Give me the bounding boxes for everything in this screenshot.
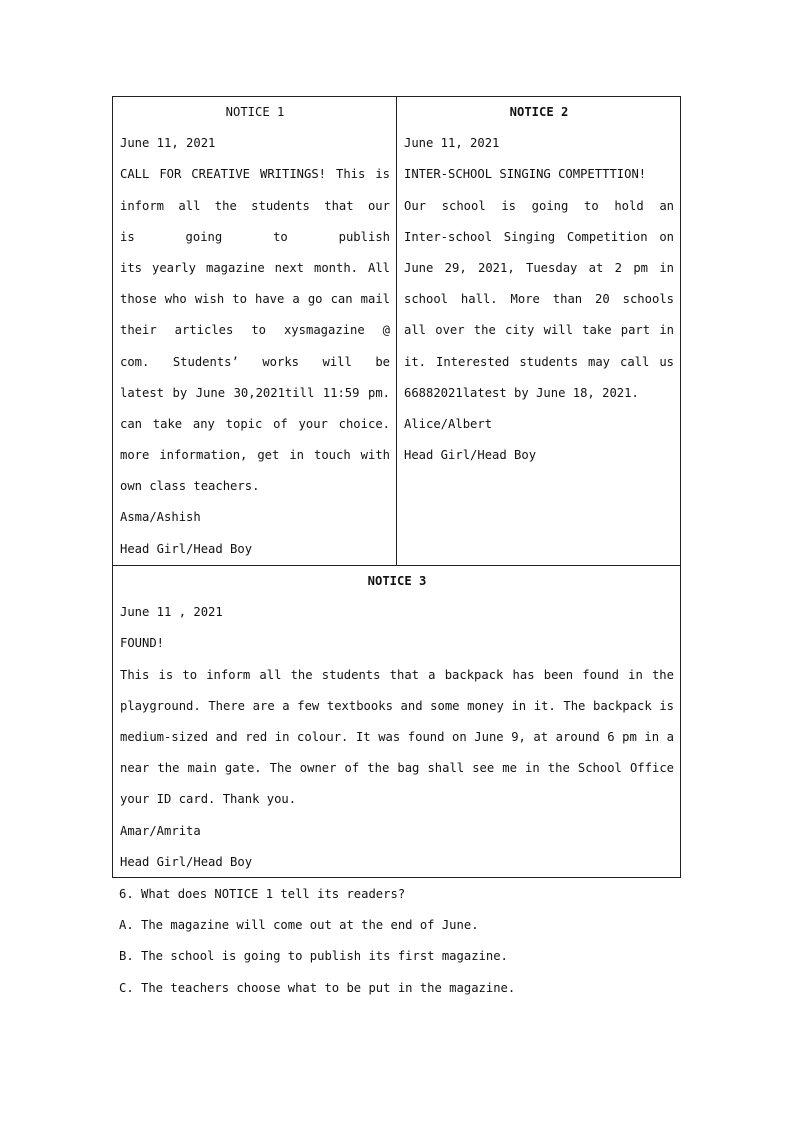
notice-3-title: NOTICE 3 [367,574,427,588]
notice-2-line: it. Interested students may call us [404,354,674,369]
notice-3-role: Head Girl/Head Boy [120,854,253,869]
notice-1-line: is going to publish [120,229,390,244]
notice-3-line: playground. There are a few textbooks and some money in it. The backpack is [120,698,674,713]
notice-1-line: own class teachers. [120,479,260,494]
notice-1-line: com. Students’ works will be [120,354,390,369]
notice-3-line: This is to inform all the students that a backpack has been found in the [120,667,674,682]
question-stem: 6. What does NOTICE 1 tell its readers? [119,887,406,901]
notice-2-line: 66882021latest by June 18, 2021. [404,385,639,400]
notice-2-line: all over the city will take part in [404,323,674,338]
notice-1-line: their articles to xysmagazine @ [120,323,390,338]
question-block [119,879,679,1004]
notice-1-line: more information, get in touch with [120,448,390,463]
notice-3-cell [113,566,680,877]
notice-table [112,96,681,878]
notice-2-role: Head Girl/Head Boy [404,448,537,463]
notice-3-line: your ID card. Thank you. [120,792,297,807]
notice-1-line: can take any topic of your choice. [120,416,390,431]
notice-1-title: NOTICE 1 [225,105,285,119]
notice-1-role: Head Girl/Head Boy [120,541,253,556]
notice-3-line: near the main gate. The owner of the bag shall see me in the School Office [120,761,674,776]
notice-2-line: school hall. More than 20 schools [404,292,674,307]
notice-2-line: Inter-school Singing Competition on [404,229,674,244]
notice-3-signature: Amar/Amrita [120,823,201,838]
notice-1-cell [113,97,397,566]
notice-1-line: latest by June 30,2021till 11:59 pm. [120,385,390,400]
notice-2-heading: INTER-SCHOOL SINGING COMPETTTION! [404,167,647,182]
answer-option-b: B. The school is going to publish its first magazine. [119,949,508,964]
notice-2-signature: Alice/Albert [404,416,493,431]
notice-2-line: Our school is going to hold an [404,198,674,213]
notice-1-signature: Asma/Ashish [120,510,201,525]
notice-3-heading: FOUND! [120,636,165,651]
notice-3-date: June 11 , 2021 [120,605,223,620]
notice-2-cell [397,97,680,566]
notice-1-date: June 11, 2021 [120,136,216,151]
notice-2-date: June 11, 2021 [404,136,500,151]
notice-1-line: CALL FOR CREATIVE WRITINGS! This is [120,167,390,182]
notice-2-title: NOTICE 2 [509,105,569,119]
answer-option-c: C. The teachers choose what to be put in the magazine. [119,980,516,995]
notice-2-line: June 29, 2021, Tuesday at 2 pm in [404,260,674,275]
answer-option-a: A. The magazine will come out at the end of June. [119,918,479,933]
notice-3-line: medium-sized and red in colour. It was found on June 9, at around 6 pm in a [120,729,674,744]
notice-1-line: its yearly magazine next month. All [120,260,390,275]
notice-1-line: inform all the students that our [120,198,390,213]
notice-1-line: those who wish to have a go can mail [120,292,390,307]
